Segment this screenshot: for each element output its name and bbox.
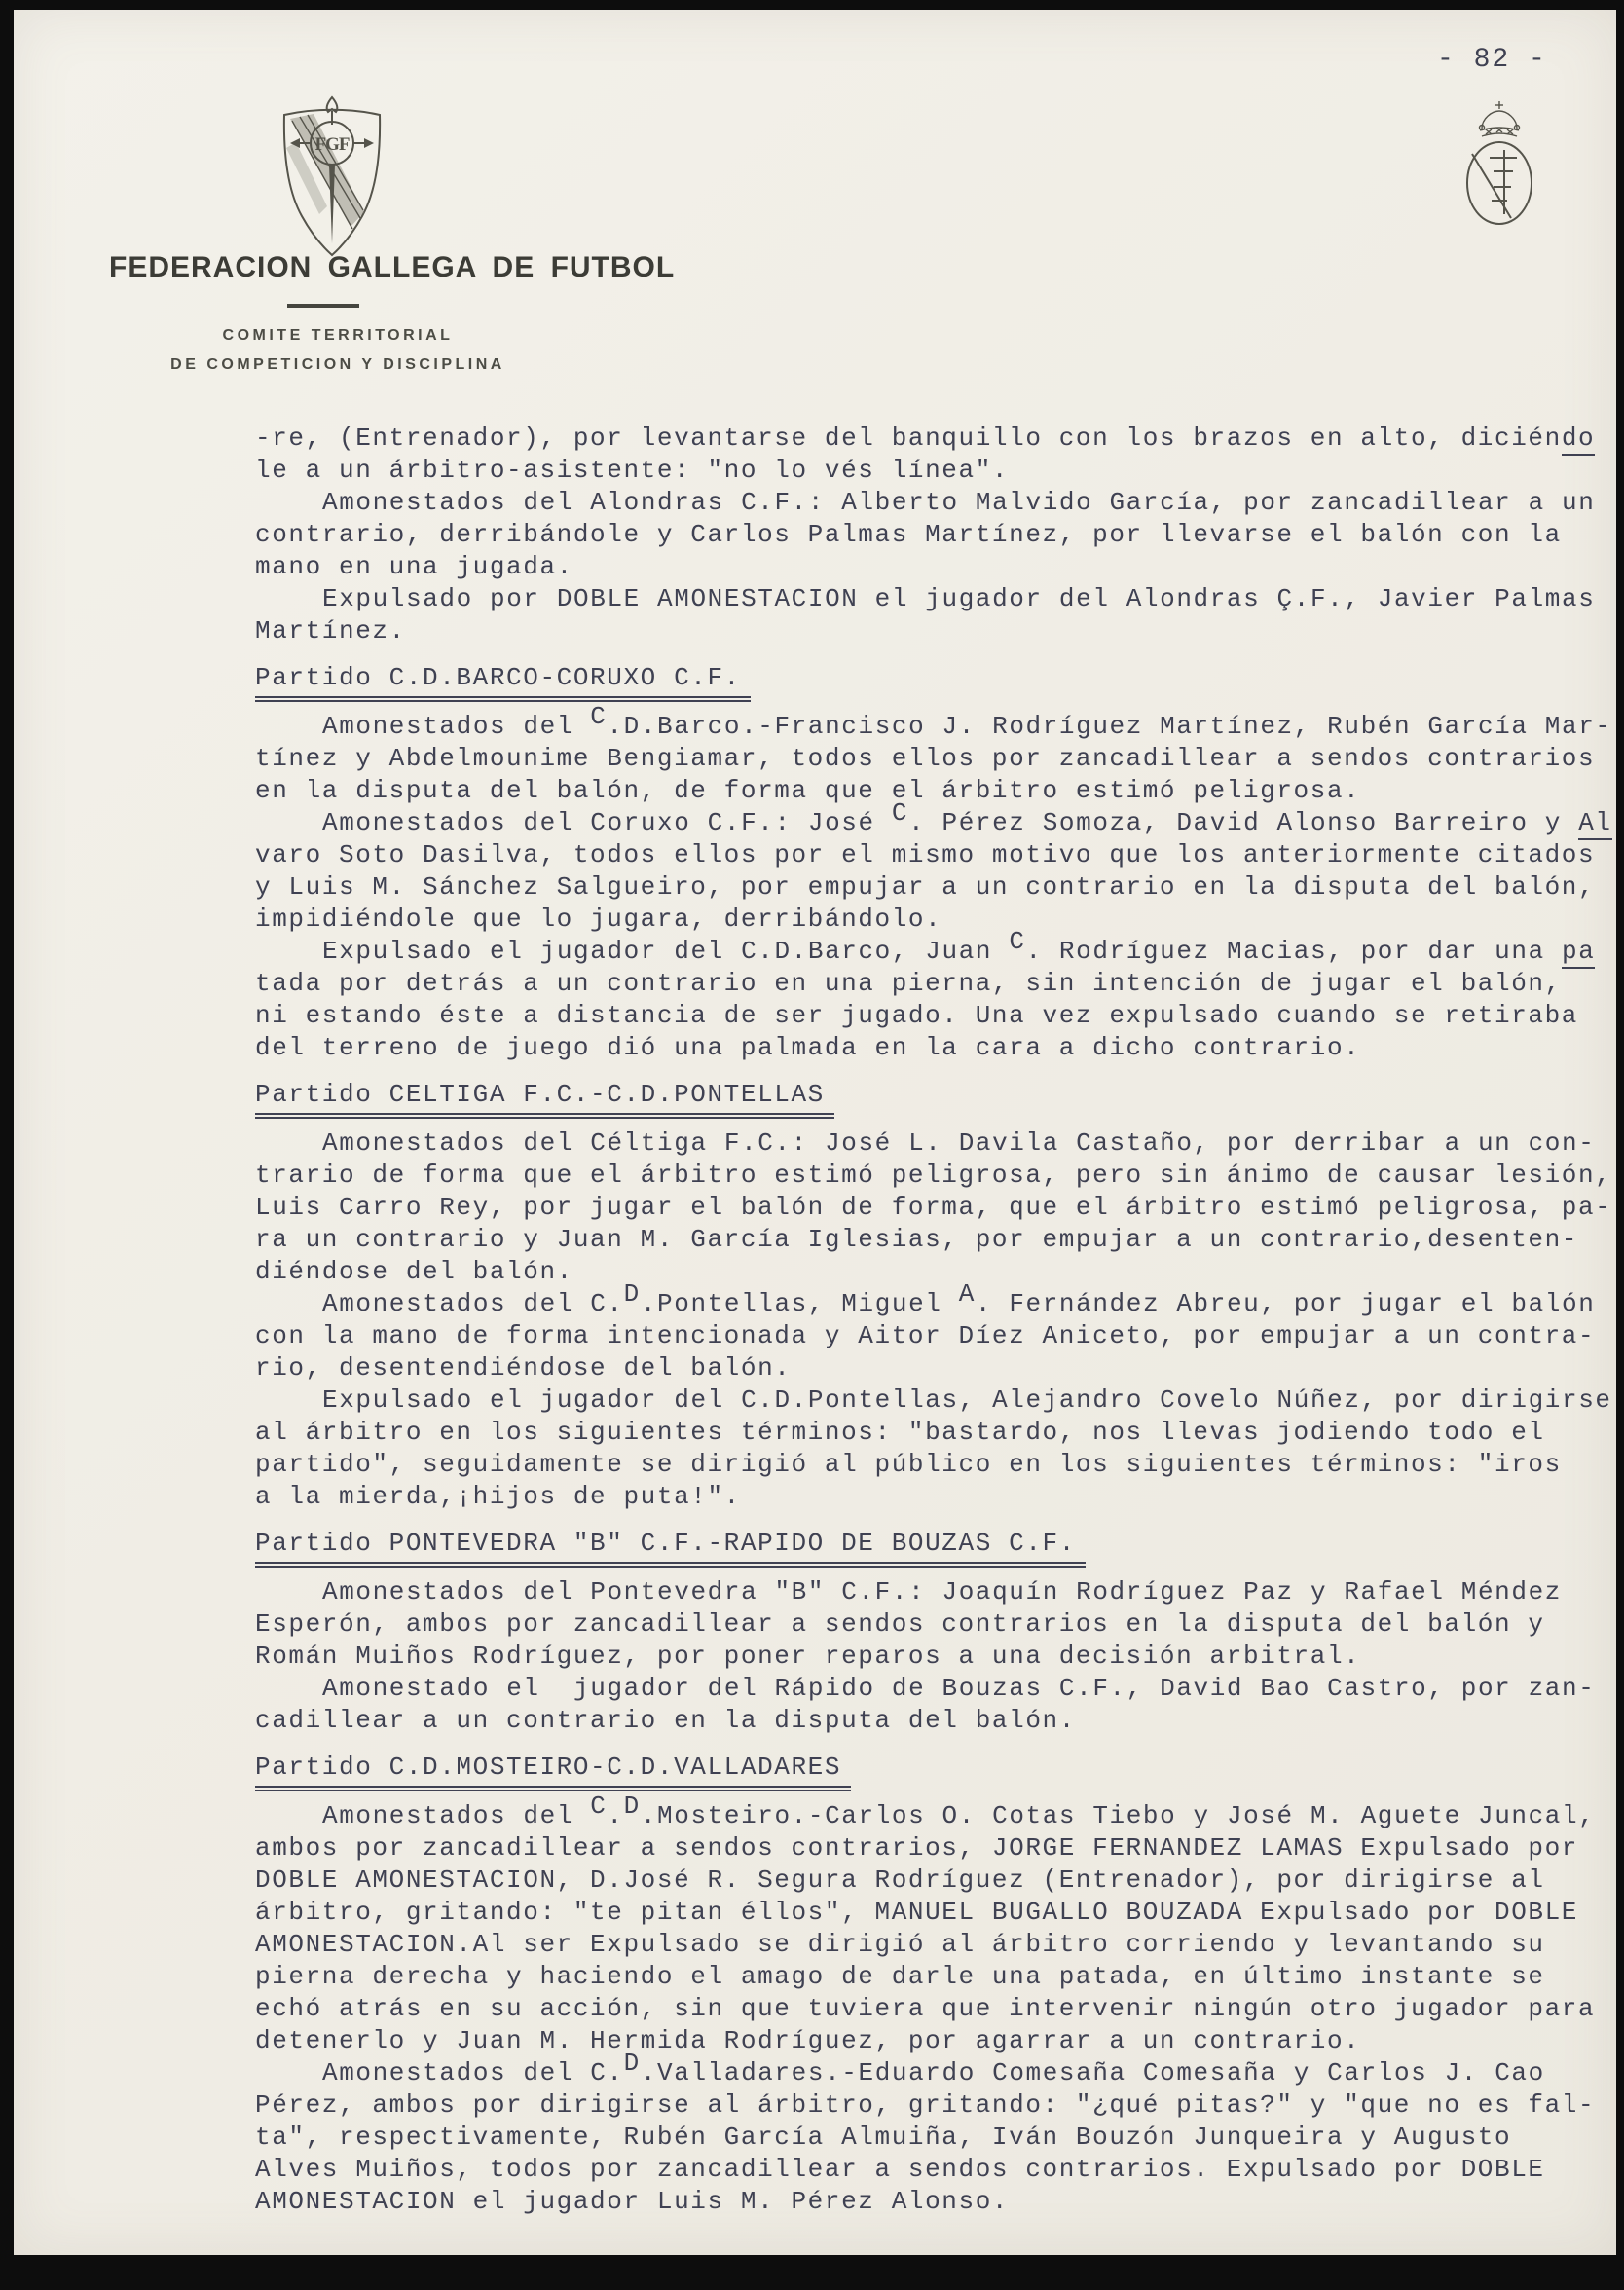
document-paragraph [255, 487, 1618, 583]
text-line: Alves Muiños, todos por zancadillear a sendos contrarios. Expulsado por DOBLE [255, 2155, 1545, 2184]
section-heading-text: Partido C.D.BARCO-CORUXO C.F. [255, 662, 751, 702]
document-paragraph [255, 1279, 1618, 1385]
text-line: a la mierda,¡hijos de puta!". [255, 1482, 741, 1511]
text-line: con la mano de forma intencionada y Aitor Díez Aniceto, por empujar a un contra- [255, 1321, 1596, 1350]
text-line: mano en una jugada. [255, 552, 573, 581]
text-line: Luis Carro Rey, por jugar el balón de forma, que el árbitro estimó peligrosa, pa- [255, 1193, 1612, 1222]
document-paragraph [255, 2049, 1618, 2218]
text-line: árbitro, gritando: "te pitan éllos", MANUEL BUGALLO BOUZADA Expulsado por DOBLE [255, 1898, 1578, 1927]
document-paragraph [255, 1791, 1618, 2057]
text-line: impidiéndole que lo jugara, derribándolo. [255, 905, 942, 934]
text-line: Amonestados del C.D.Pontellas, Miguel A. Fernández Abreu, por jugar el balón [322, 1279, 1596, 1318]
letterhead-committee [109, 327, 567, 374]
text-line: Román Muiños Rodríguez, por poner reparos a una decisión arbitral. [255, 1642, 1361, 1671]
text-line: ra un contrario y Juan M. García Iglesias, por empujar a un contrario,desenten- [255, 1225, 1578, 1254]
text-line: Amonestados del C.D.Valladares.-Eduardo Comesaña Comesaña y Carlos J. Cao [322, 2049, 1545, 2087]
section-heading-text: Partido CELTIGA F.C.-C.D.PONTELLAS [255, 1079, 834, 1119]
document-paragraph [255, 702, 1618, 807]
text-line: Expulsado el jugador del C.D.Barco, Juan C. Rodríguez Macias, por dar una pa [255, 936, 1618, 968]
text-line: ambos por zancadillear a sendos contrarios, JORGE FERNANDEZ LAMAS Expulsado por [255, 1833, 1578, 1863]
text-line: AMONESTACION el jugador Luis M. Pérez Alonso. [255, 2187, 1010, 2216]
text-line: DOBLE AMONESTACION, D.José R. Segura Rodríguez (Entrenador), por dirigirse al [255, 1865, 1545, 1895]
text-line: Amonestados del C.D.Mosteiro.-Carlos O. Cotas Tiebo y José M. Aguete Juncal, [322, 1791, 1596, 1830]
text-line: contrario, derribándole y Carlos Palmas Martínez, por llevarse el balón con la [255, 520, 1562, 549]
text-line: al árbitro en los siguientes términos: "bastardo, nos llevas jodiendo todo el [255, 1418, 1545, 1447]
letterhead-rule [287, 304, 359, 308]
section-heading [255, 1528, 1618, 1560]
crowned-federation-crest-logo [1453, 99, 1546, 237]
text-line: Amonestados del Alondras C.F.: Alberto Malvido García, por zancadillear a un [322, 488, 1596, 517]
section-heading-text: Partido C.D.MOSTEIRO-C.D.VALLADARES [255, 1752, 851, 1791]
text-line: en la disputa del balón, de forma que el árbitro estimó peligrosa. [255, 776, 1361, 805]
text-line: Expulsado el jugador del C.D.Pontellas, Alejandro Covelo Núñez, por dirigirse [322, 1385, 1612, 1415]
svg-text:FGF: FGF [314, 134, 350, 155]
document-paragraph [255, 423, 1618, 487]
text-line: echó atrás en su acción, sin que tuviera que intervenir ningún otro jugador para [255, 1994, 1596, 2023]
document-paragraph [255, 1576, 1618, 1673]
text-line: trario de forma que el árbitro estimó peligrosa, pero sin ánimo de causar lesión, [255, 1161, 1612, 1190]
text-line: Amonestados del Céltiga F.C.: José L. Davila Castaño, por derribar a un con- [322, 1128, 1596, 1158]
section-heading [255, 1752, 1618, 1784]
text-line: Amonestados del Coruxo C.F.: José C. Pérez Somoza, David Alonso Barreiro y Al [255, 807, 1618, 839]
text-line: Amonestado el jugador del Rápido de Bouzas C.F., David Bao Castro, por zan- [322, 1674, 1596, 1703]
text-line: detenerlo y Juan M. Hermida Rodríguez, por agarrar a un contrario. [255, 2026, 1361, 2055]
text-line: tada por detrás a un contrario en una pierna, sin intención de jugar el balón, [255, 969, 1562, 998]
document-paragraph [255, 1385, 1618, 1513]
section-heading-text: Partido PONTEVEDRA "B" C.F.-RAPIDO DE BOUZAS C.F. [255, 1528, 1086, 1568]
text-line: tínez y Abdelmounime Bengiamar, todos ellos por zancadillear a sendos contrarios [255, 744, 1596, 773]
text-line: del terreno de juego dió una palmada en la cara a dicho contrario. [255, 1033, 1361, 1062]
document-paragraph [255, 798, 1618, 936]
text-line: -re, (Entrenador), por levantarse del banquillo con los brazos en alto, diciéndo [255, 423, 1618, 455]
section-heading [255, 662, 1618, 694]
document-paragraph [255, 927, 1618, 1064]
document-paragraph [255, 1127, 1618, 1288]
federation-shield-logo [271, 90, 393, 270]
text-line: Expulsado por DOBLE AMONESTACION el jugador del Alondras Ç.F., Javier Palmas [322, 584, 1596, 613]
text-line: varo Soto Dasilva, todos ellos por el mismo motivo que los anteriormente citados [255, 840, 1596, 869]
text-line: Amonestados del C.D.Barco.-Francisco J. Rodríguez Martínez, Rubén García Mar- [322, 702, 1612, 741]
text-line: Pérez, ambos por dirigirse al árbitro, gritando: "¿qué pitas?" y "que no es fal- [255, 2090, 1596, 2120]
text-line: rio, desentendiéndose del balón. [255, 1353, 792, 1383]
text-line: le a un árbitro-asistente: "no lo vés línea". [255, 456, 1010, 485]
paper-sheet [14, 10, 1616, 2255]
text-line: AMONESTACION.Al ser Expulsado se dirigió al árbitro corriendo y levantando su [255, 1930, 1545, 1959]
text-line: Martínez. [255, 616, 406, 646]
text-line: diéndose del balón. [255, 1257, 573, 1286]
text-line: pierna derecha y haciendo el amago de darle una patada, en último instante se [255, 1962, 1545, 1991]
letterhead-org-name: FEDERACION GALLEGA DE FUTBOL [109, 251, 676, 283]
committee-line-2: DE COMPETICION Y DISCIPLINA [170, 356, 505, 373]
document-body [255, 423, 1618, 2218]
document-paragraph [255, 1673, 1618, 1737]
text-line: ni estando éste a distancia de ser jugado. Una vez expulsado cuando se retiraba [255, 1001, 1578, 1030]
text-line: cadillear a un contrario en la disputa del balón. [255, 1706, 1076, 1735]
text-line: Amonestados del Pontevedra "B" C.F.: Joaquín Rodríguez Paz y Rafael Méndez [322, 1577, 1562, 1607]
text-line: Esperón, ambos por zancadillear a sendos contrarios en la disputa del balón y [255, 1609, 1545, 1639]
section-heading [255, 1079, 1618, 1111]
text-line: y Luis M. Sánchez Salgueiro, por empujar a un contrario en la disputa del balón, [255, 872, 1596, 902]
document-paragraph [255, 583, 1618, 647]
committee-line-1: COMITE TERRITORIAL [222, 327, 454, 344]
page-number: - 82 - [1437, 45, 1547, 75]
text-line: partido", seguidamente se dirigió al público en los siguientes términos: "iros [255, 1450, 1562, 1479]
text-line: ta", respectivamente, Rubén García Almuiña, Iván Bouzón Junqueira y Augusto [255, 2123, 1512, 2152]
